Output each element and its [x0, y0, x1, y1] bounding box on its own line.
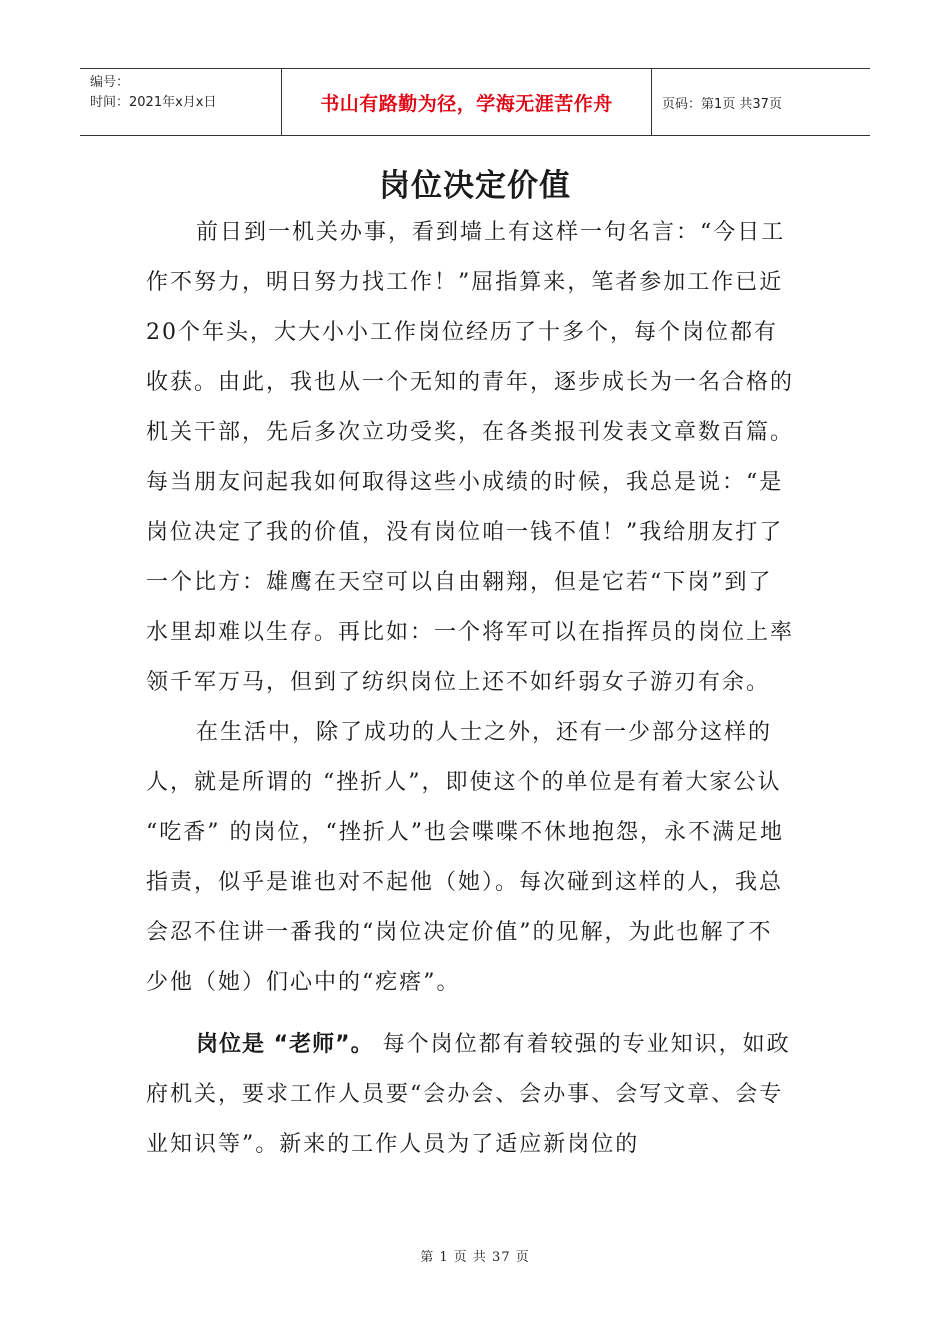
section-text: 每个岗位都有着较强的专业知识，如政府机关，要求工作人员要“会办会、会办事、会写文章、会专业知识等”。新来的工作人员为了适应新岗位的 [146, 1032, 791, 1157]
page-footer: 第 1 页 共 37 页 [420, 1250, 530, 1265]
date-line: 时间：2021年x月x日 [90, 95, 217, 110]
document-body [146, 208, 796, 1170]
paragraph-2: 在生活中，除了成功的人士之外，还有一少部分这样的人，就是所谓的 “挫折人”，即使这个的单位是有着大家公认 “吃香” 的岗位，“挫折人”也会喋喋不休地抱怨，永不满足地指责，似乎是谁也对不起他（她）。每次碰到这样的人，我总会忍不住讲一番我的“岗位决定价值”的见解，为此也解了不少他（她）们心中的“疙瘩”。 [146, 720, 784, 995]
section-heading: 岗位是 “老师”。 [196, 1032, 374, 1057]
paragraph-1: 前日到一机关办事，看到墙上有这样一句名言：“今日工作不努力，明日努力找工作！”屈指算来，笔者参加工作已近20个年头，大大小小工作岗位经历了十多个，每个岗位都有收获。由此，我也从一个无知的青年，逐步成长为一名合格的机关干部，先后多次立功受奖，在各类报刊发表文章数百篇。每当朋友问起我如何取得这些小成绩的时候，我总是说：“是岗位决定了我的价值，没有岗位咱一钱不值！”我给朋友打了一个比方：雄鹰在天空可以自由翱翔，但是它若“下岗”到了水里却难以生存。再比如：一个将军可以在指挥员的岗位上率领千军万马，但到了纺织岗位上还不如纤弱女子游刃有余。 [146, 220, 795, 695]
header-motto: 书山有路勤为径，学海无涯苦作舟 [282, 69, 652, 135]
document-title: 岗位决定价值 [379, 168, 571, 204]
serial-number-label: 编号： [90, 75, 130, 90]
section-paragraph [146, 1020, 796, 1170]
document-header [80, 68, 870, 136]
header-page-info: 页码：第1页 共37页 [662, 96, 782, 112]
header-meta-cell [80, 69, 282, 135]
